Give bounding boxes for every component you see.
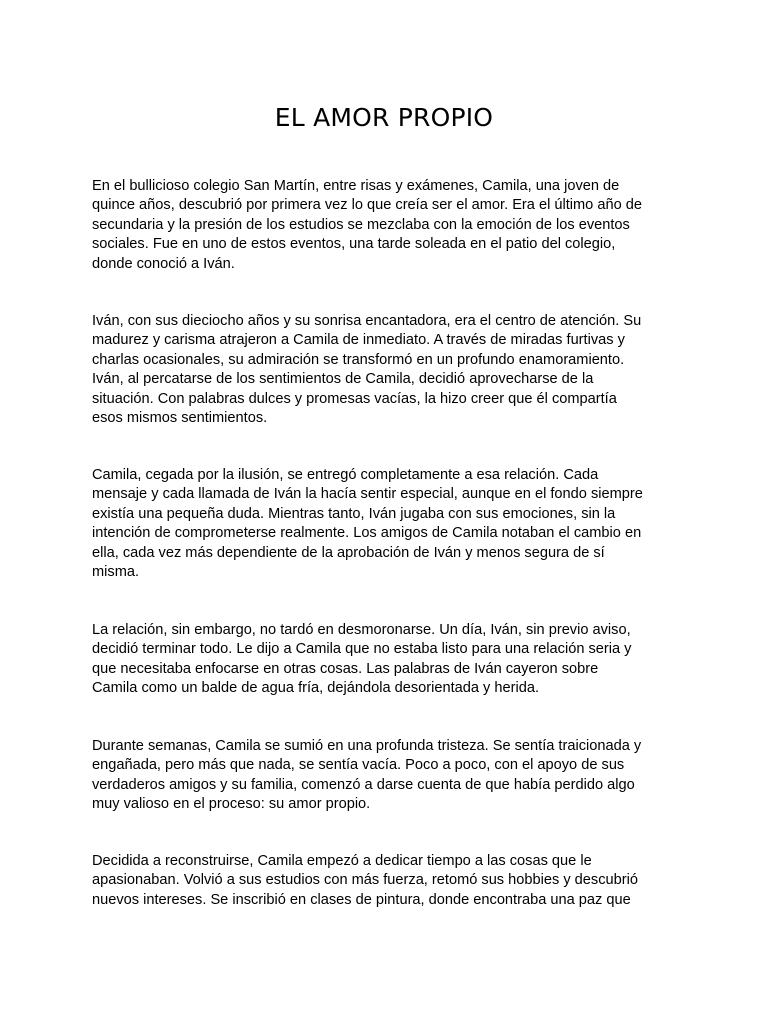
paragraph-line: existía una pequeña duda. Mientras tanto, Iván jugaba con sus emociones, sin la — [92, 505, 616, 522]
paragraph-line: decidió terminar todo. Le dijo a Camila que no estaba listo para una relación seria y — [92, 641, 632, 658]
paragraph-line: situación. Con palabras dulces y promesas vacías, la hizo creer que él compartía — [92, 390, 617, 407]
paragraph-line: Iván, con sus dieciocho años y su sonrisa encantadora, era el centro de atención. Su — [92, 313, 642, 329]
paragraph-6 — [92, 852, 682, 910]
paragraph-line: charlas ocasionales, su admiración se transformó en un profundo enamoramiento. — [92, 351, 625, 368]
paragraph-line: esos mismos sentimientos. — [92, 410, 268, 427]
paragraph-line: muy valioso en el proceso: su amor propio. — [92, 796, 371, 813]
paragraph-line: sociales. Fue en uno de estos eventos, una tarde soleada en el patio del colegio, — [92, 236, 616, 253]
paragraph-5 — [92, 737, 682, 815]
paragraph-line: Camila, cegada por la ilusión, se entregó completamente a esa relación. Cada — [92, 467, 599, 483]
paragraph-line: Decidida a reconstruirse, Camila empezó a dedicar tiempo a las cosas que le — [92, 853, 592, 869]
paragraph-line: apasionaban. Volvió a sus estudios con más fuerza, retomó sus hobbies y descubrió — [92, 872, 638, 889]
paragraph-4 — [92, 621, 682, 699]
paragraph-line: Iván, al percatarse de los sentimientos de Camila, decidió aprovecharse de la — [92, 371, 594, 388]
paragraph-line: intención de comprometerse realmente. Los amigos de Camila notaban el cambio en — [92, 525, 642, 542]
paragraph-line: misma. — [92, 564, 140, 581]
paragraph-line: secundaria y la presión de los estudios se mezclaba con la emoción de los eventos — [92, 216, 630, 233]
paragraph-2 — [92, 312, 682, 428]
paragraph-line: ella, cada vez más dependiente de la aprobación de Iván y menos segura de sí — [92, 544, 605, 561]
paragraph-line: En el bullicioso colegio San Martín, entre risas y exámenes, Camila, una joven de — [92, 178, 620, 194]
paragraph-line: La relación, sin embargo, no tardó en desmoronarse. Un día, Iván, sin previo aviso, — [92, 622, 631, 638]
paragraph-line: Durante semanas, Camila se sumió en una profunda tristeza. Se sentía traicionada y — [92, 738, 642, 754]
paragraph-line: quince años, descubrió por primera vez lo que creía ser el amor. Era el último año de — [92, 197, 642, 214]
paragraph-line: Camila como un balde de agua fría, dejándola desorientada y herida. — [92, 680, 540, 697]
paragraph-3 — [92, 466, 682, 582]
paragraph-line: verdaderos amigos y su familia, comenzó a darse cuenta de que había perdido algo — [92, 776, 635, 793]
paragraph-line: engañada, pero más que nada, se sentía vacía. Poco a poco, con el apoyo de sus — [92, 757, 625, 774]
paragraph-line: nuevos intereses. Se inscribió en clases de pintura, donde encontraba una paz que — [92, 891, 631, 908]
paragraph-line: donde conoció a Iván. — [92, 255, 235, 272]
paragraph-1 — [92, 177, 682, 274]
document-title: EL AMOR PROPIO — [274, 103, 494, 132]
paragraph-line: que necesitaba enfocarse en otras cosas. Las palabras de Iván cayeron sobre — [92, 660, 599, 677]
paragraph-line: mensaje y cada llamada de Iván la hacía sentir especial, aunque en el fondo siempre — [92, 486, 643, 503]
paragraph-line: madurez y carisma atrajeron a Camila de inmediato. A través de miradas furtivas y — [92, 332, 625, 349]
